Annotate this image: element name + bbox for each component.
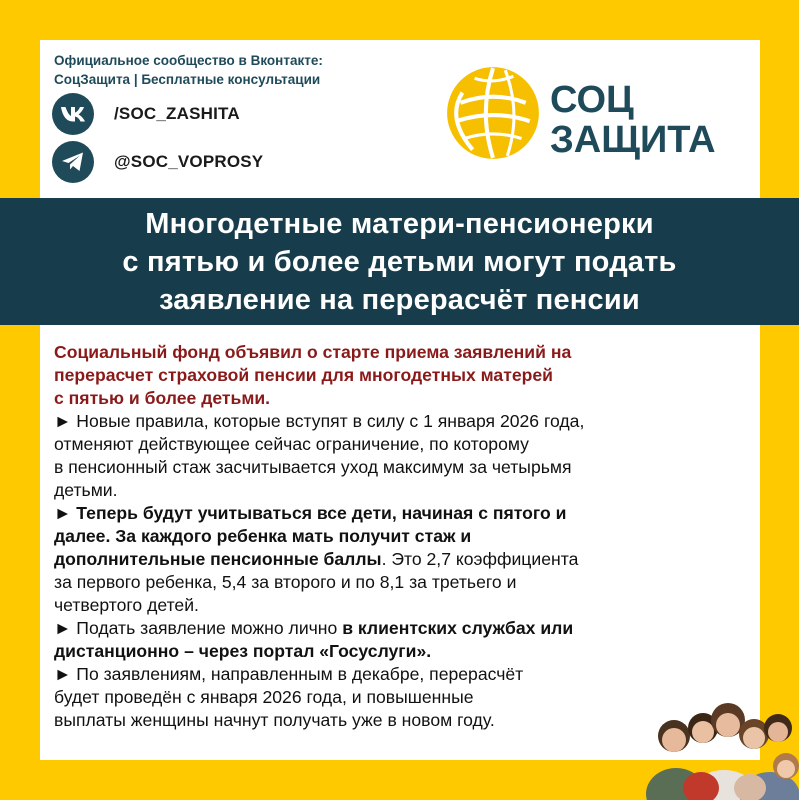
community-line-2: СоцЗащита | Бесплатные консультации [54,72,321,87]
article-text [54,341,754,732]
text-line: выплаты женщины начнут получать уже в новом году. [54,710,495,730]
text-line: детьми. [54,480,118,500]
text-line: отменяют действующее сейчас ограничение, по которому [54,434,529,454]
text-line: ► Новые правила, которые вступят в силу с 1 января 2026 года, [54,411,585,431]
community-line-1: Официальное сообщество в Вконтакте: [54,53,323,68]
soc-zashita-logo [442,62,732,182]
telegram-logo-icon [52,141,94,183]
bold-fragment: в клиентских службах или [342,618,574,638]
text-line: далее. За каждого ребенка мать получит стаж и [54,526,472,546]
vk-logo-icon [52,93,94,135]
lead-line: с пятью и более детьми. [54,388,271,408]
telegram-handle: @SOC_VOPROSY [114,152,264,171]
logo-line-2: ЗАЩИТА [550,119,716,161]
vk-handle: /SOC_ZASHITA [114,104,240,123]
family-photo [646,684,799,800]
title-banner [0,198,799,325]
text-line: ► По заявлениям, направленным в декабре, перерасчёт [54,664,524,684]
header-panel [40,40,760,198]
text-line [54,617,754,640]
lead-line: перерасчет страховой пенсии для многодетных матерей [54,365,553,385]
bold-fragment: дополнительные пенсионные баллы [54,549,382,569]
text-line: ► Теперь будут учитываться все дети, начиная с пятого и [54,503,567,523]
globe-logo-icon [442,62,544,164]
telegram-link[interactable] [52,141,263,183]
lead-line: Социальный фонд объявил о старте приема заявлений на [54,342,572,362]
text-fragment: . Это 2,7 коэффициента [381,549,579,569]
text-line: в пенсионный стаж засчитывается уход максимум за четырьмя [54,457,572,477]
headline-line-3: заявление на перерасчёт пенсии [159,283,640,316]
logo-text [550,80,716,160]
headline-line-2: с пятью и более детьми могут подать [122,245,677,278]
headline-line-1: Многодетные матери-пенсионерки [145,207,654,240]
text-line: будет проведён с января 2026 года, и повышенные [54,687,474,707]
paragraph-how-to-apply [54,617,754,663]
paragraph-all-children [54,502,754,617]
lead-paragraph [54,341,754,410]
text-fragment: ► Подать заявление можно лично [54,618,343,638]
text-line: за первого ребенка, 5,4 за второго и по 8,1 за третьего и [54,572,517,592]
community-info [54,51,323,89]
vk-link[interactable] [52,93,240,135]
headline [122,205,676,319]
text-line: четвертого детей. [54,595,199,615]
text-line: дистанционно – через портал «Госуслуги». [54,641,432,661]
paragraph-new-rules [54,410,754,502]
logo-line-1: СОЦ [550,79,634,121]
text-line [54,548,754,571]
